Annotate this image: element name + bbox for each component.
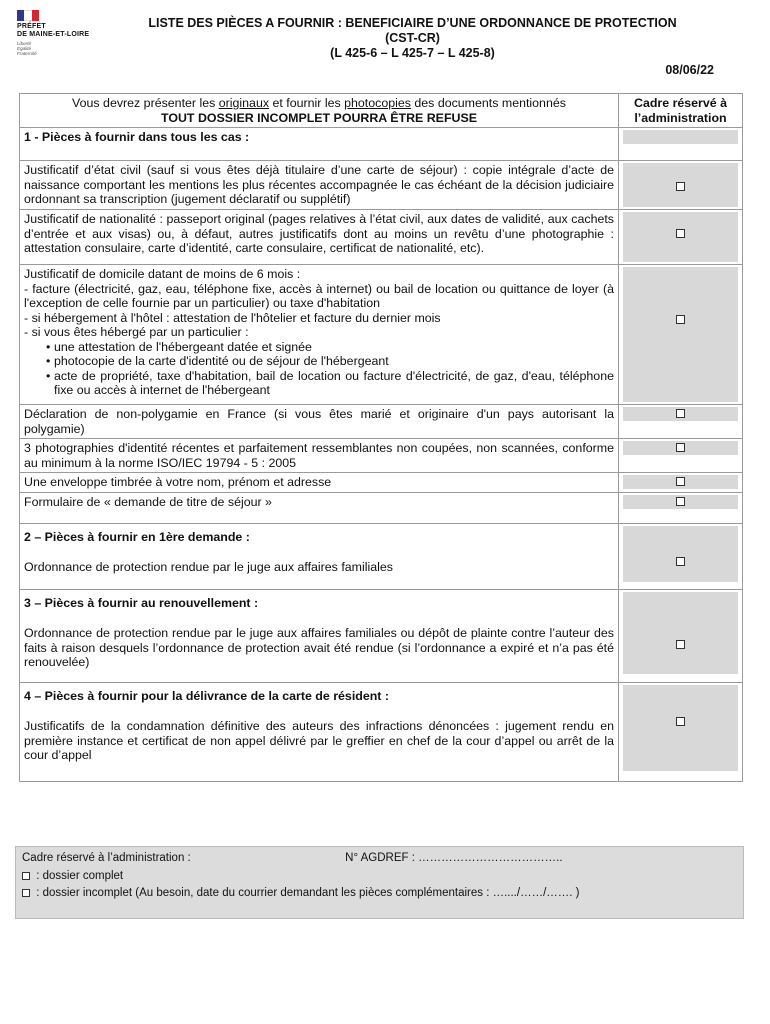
footer-row xyxy=(22,850,737,868)
admin-footer-box xyxy=(15,846,744,919)
footer-row xyxy=(22,885,737,903)
logo-motto: Liberté Égalité Fraternité xyxy=(17,41,37,56)
checkbox[interactable] xyxy=(676,717,685,726)
section-3-row xyxy=(20,589,743,682)
agdref-field: N° AGDREF : ……………………………….. xyxy=(345,852,563,864)
section-1-row xyxy=(20,128,743,161)
checkbox[interactable] xyxy=(676,477,685,486)
list-item: • une attestation de l'hébergeant datée et signée xyxy=(46,340,614,355)
document-date: 08/06/22 xyxy=(665,63,714,77)
nationalite-text: Justificatif de nationalité : passeport original (pages relatives à l’état civil, aux dates de validité, aux cachets d’entrée et aux visas) ou, à défaut, autres justificatifs dont au moins un revêtu d’une photographie : attestation consulaire, carte d’identité, carte consulaire, certificat de nationalité, etc). xyxy=(20,210,619,265)
complete-checkbox[interactable] xyxy=(22,872,30,880)
domicile-bullets xyxy=(24,340,614,398)
french-flag-icon xyxy=(17,10,39,21)
intro-warning: TOUT DOSSIER INCOMPLET POURRA ÊTRE REFUSE xyxy=(161,110,477,125)
checkbox[interactable] xyxy=(676,557,685,566)
checkbox[interactable] xyxy=(676,640,685,649)
documents-table xyxy=(19,93,743,782)
enveloppe-text: Une enveloppe timbrée à votre nom, prénom et adresse xyxy=(20,473,619,493)
incomplete-checkbox[interactable] xyxy=(22,889,30,897)
polygamie-text: Déclaration de non-polygamie en France (si vous êtes marié et originaire d'un pays autorisant la polygamie) xyxy=(20,405,619,439)
footer-label: Cadre réservé à l’administration : xyxy=(22,852,191,864)
table-row xyxy=(20,265,743,405)
checkbox[interactable] xyxy=(676,182,685,191)
section-4-text: Justificatifs de la condamnation définitive des auteurs des infractions dénoncées : jugement rendu en première instance et certificat de non appel délivré par le greffier en chef de la cour d’appel ou arrêt de la cour d’appel xyxy=(24,719,614,762)
etat-civil-text: Justificatif d’état civil (sauf si vous êtes déjà titulaire d’une carte de séjour) : copie intégrale d’acte de naissance comportant les mentions les plus récentes accompagnée le cas échéant de la décision judiciaire ordonnant sa transcription (jugement déclaratif ou supplétif) xyxy=(20,161,619,210)
intro-text: Vous devrez présenter les originaux et fournir les photocopies des documents mentionnés xyxy=(72,96,566,110)
domicile-line: - si hébergement à l'hôtel : attestation de l'hôtelier et facture du dernier mois xyxy=(24,310,441,325)
logo-line-1: PRÉFET xyxy=(17,23,46,30)
table-row xyxy=(20,405,743,439)
document-header xyxy=(0,0,770,92)
section-4-title: 4 – Pièces à fournir pour la délivrance de la carte de résident : xyxy=(24,688,389,703)
domicile-cell xyxy=(20,265,619,405)
title-line-3: (L 425-6 – L 425-7 – L 425-8) xyxy=(330,46,495,60)
domicile-line: - si vous êtes hébergé par un particulier : xyxy=(24,325,249,339)
section-4-row xyxy=(20,682,743,781)
checkbox[interactable] xyxy=(676,443,685,452)
formulaire-text: Formulaire de « demande de titre de séjour » xyxy=(20,492,619,523)
section-2-row xyxy=(20,523,743,589)
section-2-text: Ordonnance de protection rendue par le juge aux affaires familiales xyxy=(24,560,393,574)
checkbox[interactable] xyxy=(676,229,685,238)
domicile-line: - facture (électricité, gaz, eau, téléphone fixe, accès à internet) ou bail de location ou quittance de loyer (à l'exception de celle fournie par un particulier) ou taxe d'habitation xyxy=(24,281,614,310)
title-line-2: (CST-CR) xyxy=(385,31,440,45)
checkbox[interactable] xyxy=(676,497,685,506)
logo-line-2: DE MAINE-ET-LOIRE xyxy=(17,31,90,38)
table-row xyxy=(20,473,743,493)
section-3-text: Ordonnance de protection rendue par le juge aux affaires familiales ou dépôt de plainte contre l’auteur des faits à raison desquels l’ordonnance de protection avait été rendue (si l’ordonnance a expiré et n’a pas été renouvelée) xyxy=(24,626,614,669)
domicile-title: Justificatif de domicile datant de moins de 6 mois : xyxy=(24,267,301,281)
checkbox[interactable] xyxy=(676,315,685,324)
section-2-title: 2 – Pièces à fournir en 1ère demande : xyxy=(24,529,250,544)
table-row xyxy=(20,492,743,523)
photos-text: 3 photographies d'identité récentes et parfaitement ressemblantes non coupées, non scannées, conforme au minimum à la norme ISO/IEC 19794 - 5 : 2005 xyxy=(20,439,619,473)
section-3-title: 3 – Pièces à fournir au renouvellement : xyxy=(24,595,259,610)
table-row xyxy=(20,210,743,265)
intro-cell xyxy=(20,94,619,128)
checkbox[interactable] xyxy=(676,409,685,418)
title-line-1: LISTE DES PIÈCES A FOURNIR : BENEFICIAIRE D’UNE ORDONNANCE DE PROTECTION xyxy=(148,16,677,30)
prefecture-logo xyxy=(17,10,112,56)
list-item: • acte de propriété, taxe d'habitation, bail de location ou facture d'électricité, de gaz, d'eau, téléphone fixe ou accès à internet de l'hébergeant xyxy=(46,369,614,398)
footer-row xyxy=(22,868,737,886)
table-row xyxy=(20,439,743,473)
list-item: • photocopie de la carte d'identité ou de séjour de l'hébergeant xyxy=(46,354,614,369)
section-1-title: 1 - Pièces à fournir dans tous les cas : xyxy=(20,128,619,161)
complete-label: : dossier complet xyxy=(33,869,124,882)
table-row xyxy=(20,161,743,210)
incomplete-label: : dossier incomplet (Au besoin, date du courrier demandant les pièces complémentaires : …..../……/……. ) xyxy=(33,887,580,899)
table-header-row xyxy=(20,94,743,128)
document-title xyxy=(110,16,715,61)
admin-header: Cadre réservé à l’administration xyxy=(619,94,743,128)
